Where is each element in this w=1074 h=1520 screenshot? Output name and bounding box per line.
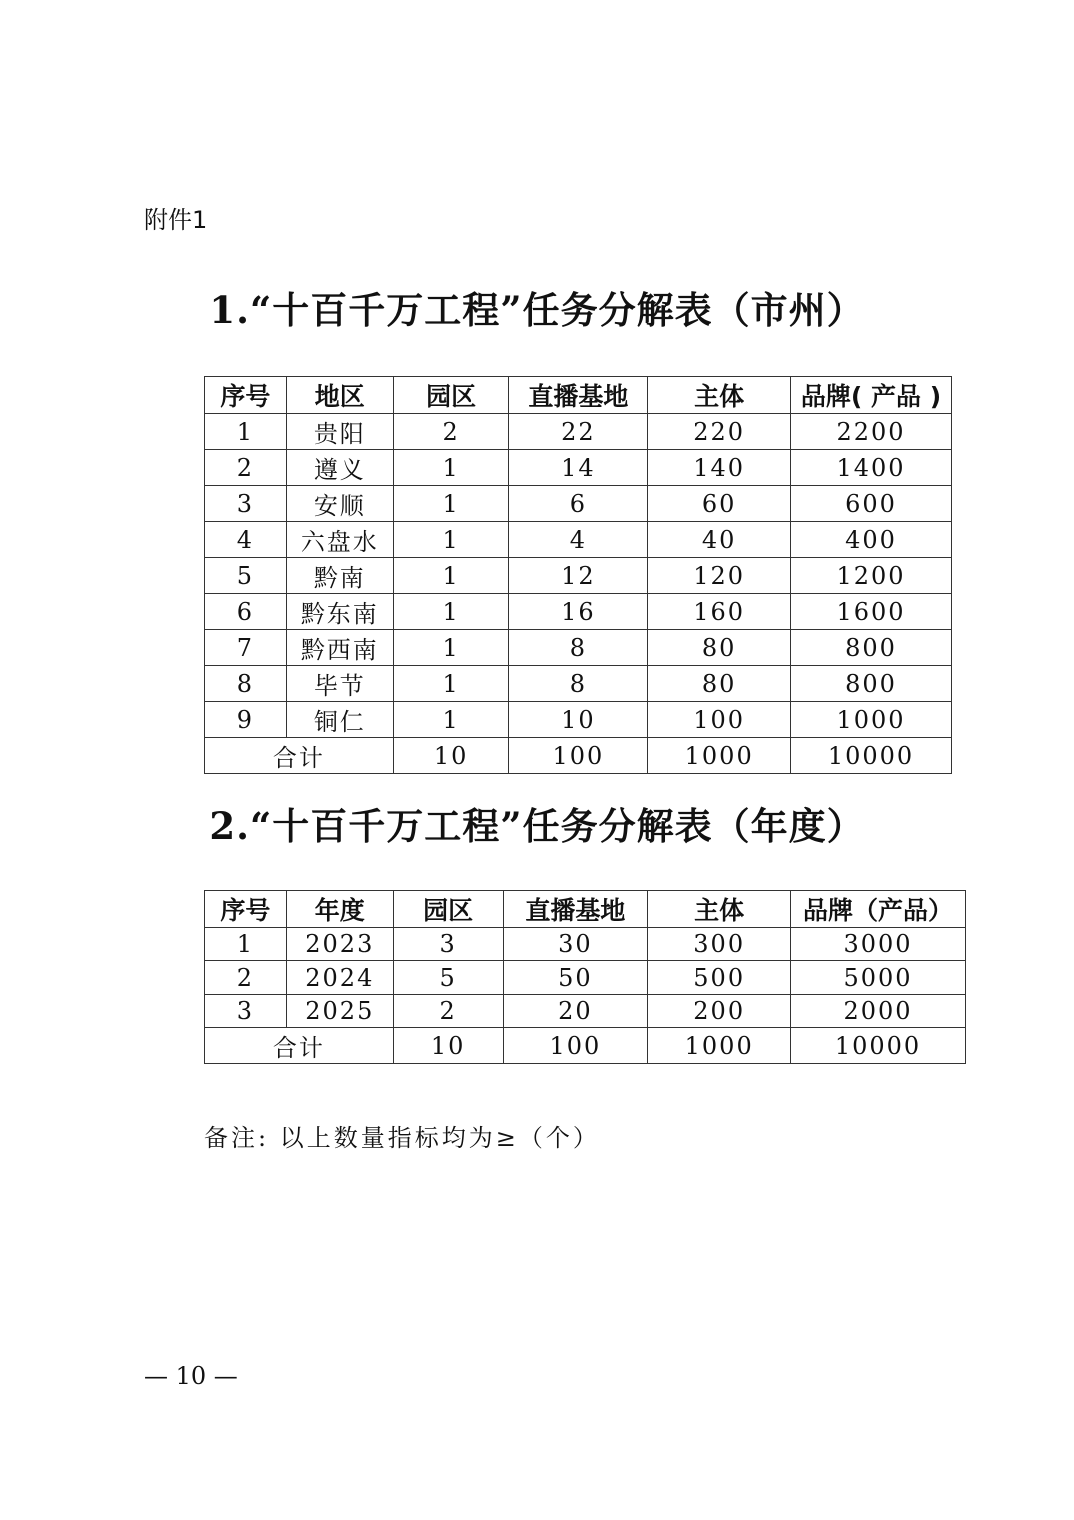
table-cell: 六盘水 [286,522,393,558]
table-cell: 黔东南 [286,594,393,630]
table-cell: 400 [791,522,952,558]
table-cell: 80 [648,666,791,702]
task-breakdown-table-by-year [204,890,966,1064]
table-cell: 500 [648,961,791,994]
table-cell: 80 [648,630,791,666]
table-cell: 300 [648,928,791,961]
total-cell: 10000 [791,1028,966,1064]
table-cell: 1000 [791,702,952,738]
table-cell: 2024 [286,961,393,994]
table-cell: 1 [393,558,509,594]
table-cell: 黔西南 [286,630,393,666]
table-cell: 铜仁 [286,702,393,738]
table-cell: 2200 [791,414,952,450]
total-cell: 10 [393,1028,503,1064]
table-cell: 5000 [791,961,966,994]
total-cell: 100 [503,1028,648,1064]
table-cell: 1 [393,630,509,666]
total-cell: 100 [509,738,648,774]
table-cell: 2 [393,414,509,450]
table-cell: 12 [509,558,648,594]
table-cell: 6 [509,486,648,522]
table-header-row [205,891,966,928]
header-cell: 主体 [648,891,791,928]
table-cell: 60 [648,486,791,522]
total-cell: 10 [393,738,509,774]
table-cell: 4 [205,522,287,558]
total-cell: 1000 [648,1028,791,1064]
table-cell: 1 [205,928,287,961]
table-cell: 16 [509,594,648,630]
table-row [205,702,952,738]
header-cell: 主体 [648,377,791,414]
table-cell: 200 [648,994,791,1027]
table-row [205,522,952,558]
table-cell: 3 [393,928,503,961]
total-row [205,738,952,774]
header-cell: 年度 [286,891,393,928]
table-row [205,994,966,1027]
table-row [205,558,952,594]
table-cell: 40 [648,522,791,558]
table2-title: 2.“十百千万工程”任务分解表（年度） [209,804,865,848]
table-cell: 2025 [286,994,393,1027]
table-row [205,928,966,961]
table-cell: 8 [205,666,287,702]
table-cell: 黔南 [286,558,393,594]
header-cell: 序号 [205,891,287,928]
header-cell: 园区 [393,891,503,928]
header-cell: 园区 [393,377,509,414]
table-cell: 1 [393,486,509,522]
header-cell: 直播基地 [503,891,648,928]
table-cell: 2 [205,961,287,994]
table-cell: 8 [509,630,648,666]
table-row [205,414,952,450]
total-label: 合计 [205,738,394,774]
table-row [205,486,952,522]
table-cell: 1 [205,414,287,450]
table-cell: 4 [509,522,648,558]
table-row [205,594,952,630]
table-cell: 1 [393,594,509,630]
table-cell: 1 [393,666,509,702]
total-label: 合计 [205,1028,394,1064]
table-row [205,961,966,994]
header-cell: 品牌（产品） [791,891,966,928]
table-cell: 2023 [286,928,393,961]
table-cell: 3 [205,994,287,1027]
table-cell: 160 [648,594,791,630]
table-row [205,450,952,486]
table-cell: 1400 [791,450,952,486]
total-cell: 1000 [648,738,791,774]
table-cell: 2 [205,450,287,486]
table-row [205,666,952,702]
table-header-row [205,377,952,414]
table1-title: 1.“十百千万工程”任务分解表（市州） [209,288,865,332]
table-cell: 1600 [791,594,952,630]
table-cell: 1 [393,522,509,558]
table-cell: 800 [791,666,952,702]
table-cell: 22 [509,414,648,450]
total-cell: 10000 [791,738,952,774]
table-cell: 8 [509,666,648,702]
table-cell: 800 [791,630,952,666]
table-cell: 220 [648,414,791,450]
table-cell: 100 [648,702,791,738]
table-cell: 3 [205,486,287,522]
attachment-label: 附件1 [144,206,208,234]
table-cell: 600 [791,486,952,522]
table-cell: 贵阳 [286,414,393,450]
table-cell: 1200 [791,558,952,594]
table-cell: 9 [205,702,287,738]
header-cell: 序号 [205,377,287,414]
table-cell: 5 [205,558,287,594]
table-cell: 5 [393,961,503,994]
header-cell: 直播基地 [509,377,648,414]
table-row [205,630,952,666]
table-cell: 140 [648,450,791,486]
table-cell: 2000 [791,994,966,1027]
table-cell: 2 [393,994,503,1027]
table-cell: 遵义 [286,450,393,486]
footnote: 备注: 以上数量指标均为≥（个） [204,1124,600,1152]
header-cell: 品牌( 产品 ) [791,377,952,414]
task-breakdown-table-by-city [204,376,952,774]
table-cell: 10 [509,702,648,738]
page-number: — 10 — [144,1362,238,1390]
table-cell: 7 [205,630,287,666]
table-cell: 14 [509,450,648,486]
table-cell: 安顺 [286,486,393,522]
total-row [205,1028,966,1064]
table-cell: 50 [503,961,648,994]
table-cell: 1 [393,450,509,486]
table-cell: 6 [205,594,287,630]
table-cell: 1 [393,702,509,738]
table-cell: 20 [503,994,648,1027]
table-cell: 30 [503,928,648,961]
header-cell: 地区 [286,377,393,414]
table-cell: 120 [648,558,791,594]
table-cell: 3000 [791,928,966,961]
table-cell: 毕节 [286,666,393,702]
